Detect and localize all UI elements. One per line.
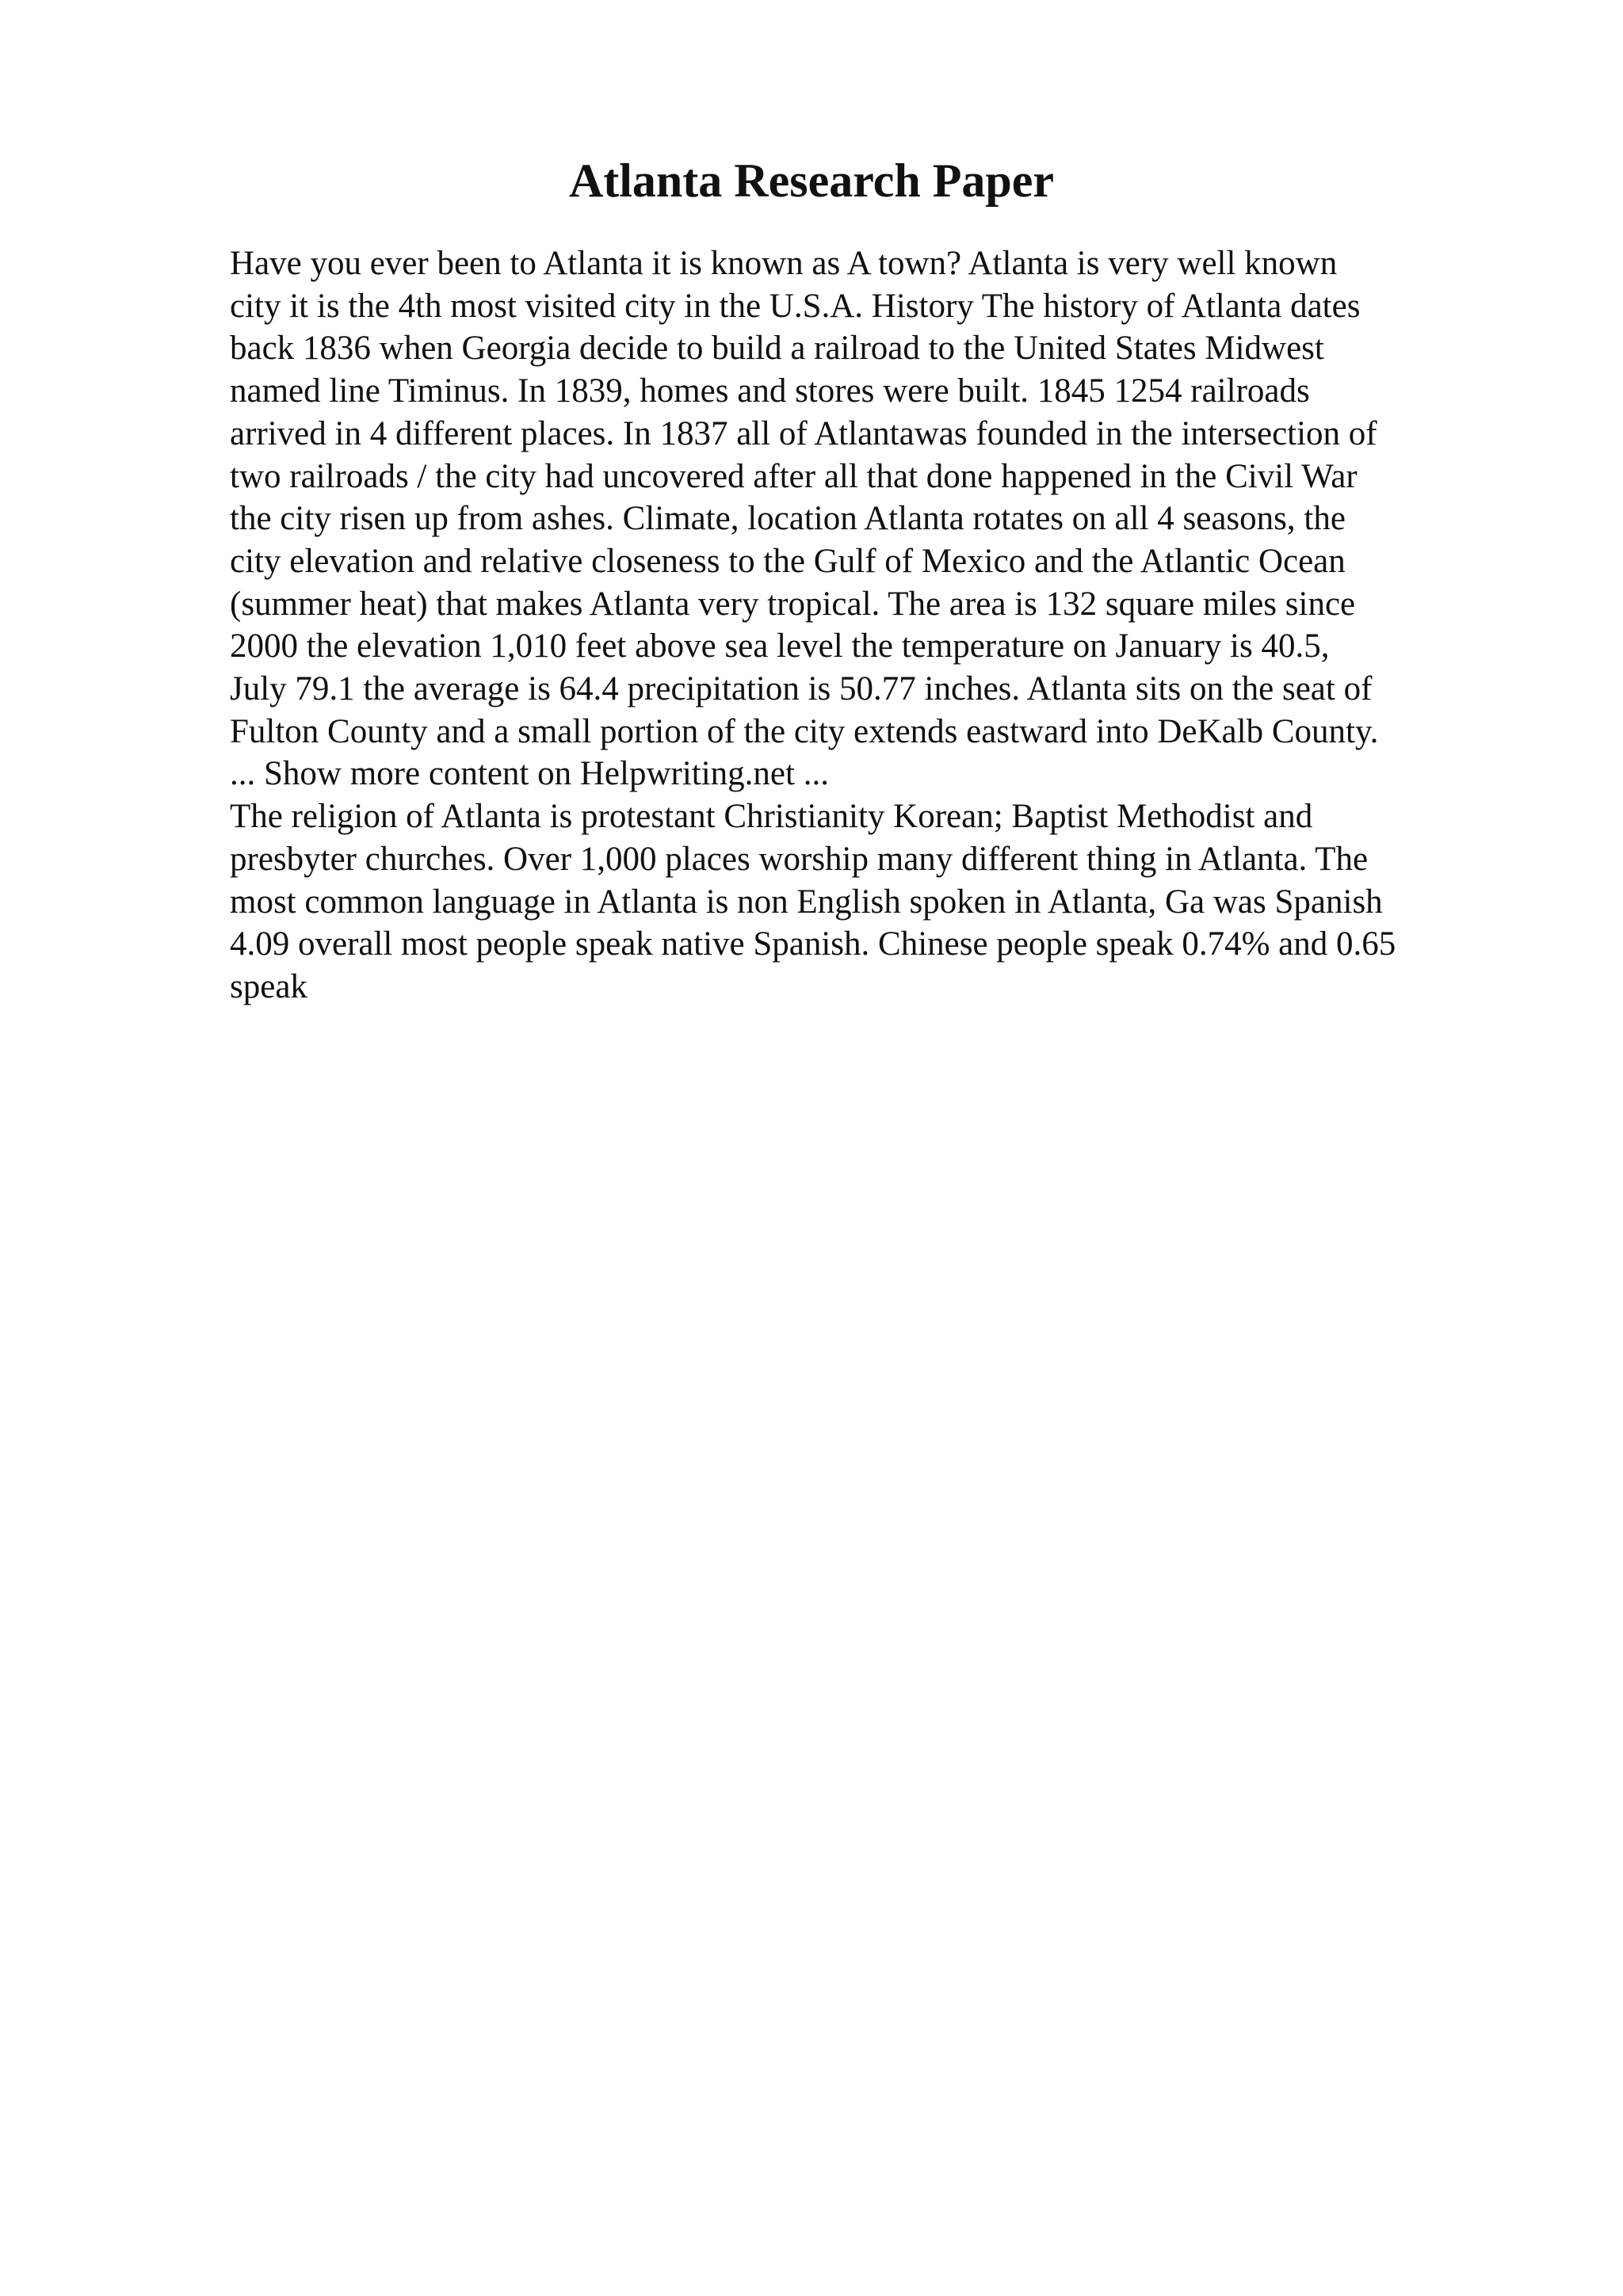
body-line: city it is the 4th most visited city in the U.S.A. History The history of Atlanta dates [230,287,1361,325]
body-line: speak [230,967,307,1005]
document-body [230,242,1529,1009]
body-line: back 1836 when Georgia decide to build a railroad to the United States Midwest [230,330,1324,368]
document-title: Atlanta Research Paper [568,154,1055,207]
body-line: presbyter churches. Over 1,000 places worship many different thing in Atlanta. The [230,840,1369,878]
body-line: The religion of Atlanta is protestant Christianity Korean; Baptist Methodist and [230,798,1313,836]
show-more-line: ... Show more content on Helpwriting.net ... [230,755,829,793]
body-line: the city risen up from ashes. Climate, location Atlanta rotates on all 4 seasons, the [230,500,1346,538]
body-line: 2000 the elevation 1,010 feet above sea level the temperature on January is 40.5, [230,627,1330,666]
body-line: named line Timinus. In 1839, homes and stores were built. 1845 1254 railroads [230,372,1310,410]
body-line: Fulton County and a small portion of the city extends eastward into DeKalb County. [230,712,1379,750]
body-line: Have you ever been to Atlanta it is known as A town? Atlanta is very well known [230,245,1338,282]
body-line: 4.09 overall most people speak native Spanish. Chinese people speak 0.74% and 0.65 [230,925,1396,963]
body-line: July 79.1 the average is 64.4 precipitation is 50.77 inches. Atlanta sits on the seat of [230,670,1373,708]
body-line: most common language in Atlanta is non English spoken in Atlanta, Ga was Spanish [230,883,1383,921]
body-line: two railroads / the city had uncovered after all that done happened in the Civil War [230,457,1358,495]
body-line: city elevation and relative closeness to the Gulf of Mexico and the Atlantic Ocean [230,542,1346,580]
body-line: arrived in 4 different places. In 1837 all of Atlantawas founded in the intersection of [230,414,1377,452]
body-line: (summer heat) that makes Atlanta very tropical. The area is 132 square miles since [230,585,1356,623]
